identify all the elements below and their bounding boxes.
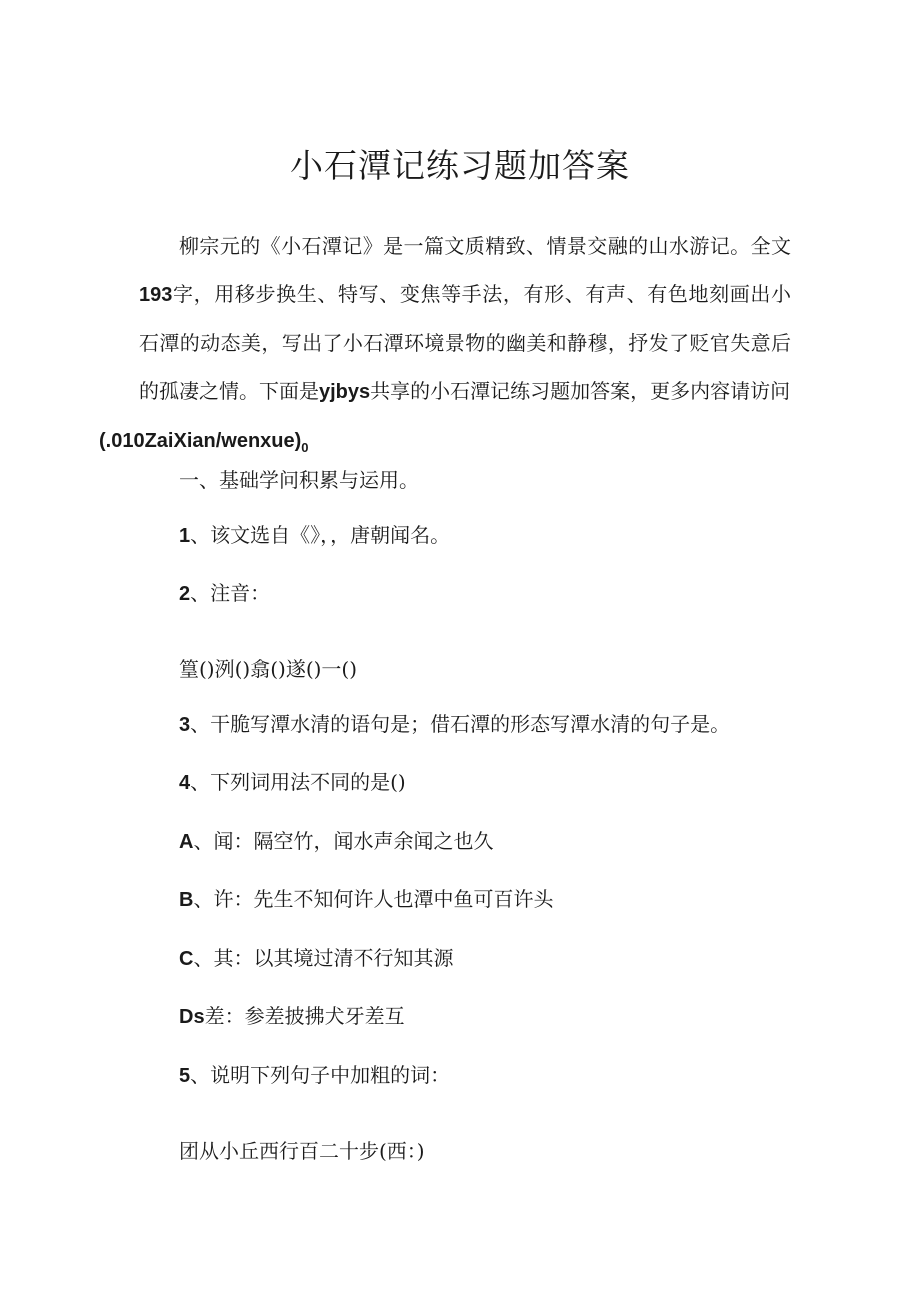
intro-url[interactable]: (.010ZaiXian/wenxue) — [99, 430, 302, 452]
question-5-number: 5 — [179, 1065, 191, 1087]
option-b — [179, 884, 553, 915]
question-3 — [179, 709, 730, 740]
option-a — [179, 826, 493, 857]
intro-text-3: 共享的小石潭记练习题加答案，更多内容请访问 — [370, 379, 791, 403]
question-5 — [179, 1060, 450, 1091]
question-1 — [179, 520, 450, 551]
section-heading: 一、基础学问积累与运用。 — [179, 468, 419, 492]
question-4-number: 4 — [179, 772, 191, 794]
option-d — [179, 1001, 405, 1032]
question-3-text: 、干脆写潭水清的语句是；借石潭的形态写潭水清的句子是。 — [190, 712, 731, 736]
document-title: 小石潭记练习题加答案 — [290, 146, 630, 185]
question-2-number: 2 — [179, 583, 191, 605]
question-2-text: 、注音： — [190, 581, 271, 605]
option-d-label: Ds — [179, 1006, 205, 1028]
option-c-text: 、其：以其境过清不行知其源 — [193, 946, 454, 970]
intro-text-1: 柳宗元的《小石潭记》是一篇文质精致、情景交融的山水游记。全文 — [179, 234, 791, 258]
question-2 — [179, 578, 270, 609]
intro-count: 193 — [139, 284, 173, 306]
option-a-label: A — [179, 831, 194, 853]
option-c-label: C — [179, 948, 194, 970]
option-a-text: 、闻：隔空竹，闻水声余闻之也久 — [193, 829, 494, 853]
option-c — [179, 943, 453, 974]
question-4 — [179, 767, 406, 798]
question-1-text: 、该文选自《》，，唐朝闻名。 — [190, 523, 451, 547]
option-b-label: B — [179, 889, 194, 911]
question-5-text: 、说明下列句子中加粗的词： — [190, 1063, 451, 1087]
intro-paragraph — [99, 222, 791, 472]
intro-site: yjbys — [319, 381, 371, 403]
question-2-items: 篁()洌()翕()遂()一() — [179, 657, 358, 681]
option-b-text: 、许：先生不知何许人也潭中鱼可百许头 — [193, 887, 554, 911]
question-4-text: 、下列词用法不同的是() — [190, 770, 406, 794]
question-3-number: 3 — [179, 714, 191, 736]
question-5-item: 团从小丘西行百二十步(西：) — [179, 1139, 425, 1163]
intro-url-tail: 0 — [301, 440, 309, 455]
intro-text-2: 字，用移步换生、特写、变焦等手法，有形、有声、有色地刻画出小石潭的动态美，写出了小石潭环境景物的幽美和静穆，抒发了贬官失意后的孤凄之情。下面是 — [139, 282, 791, 403]
option-d-text: 差：参差披拂犬牙差互 — [204, 1004, 405, 1028]
question-1-number: 1 — [179, 525, 191, 547]
